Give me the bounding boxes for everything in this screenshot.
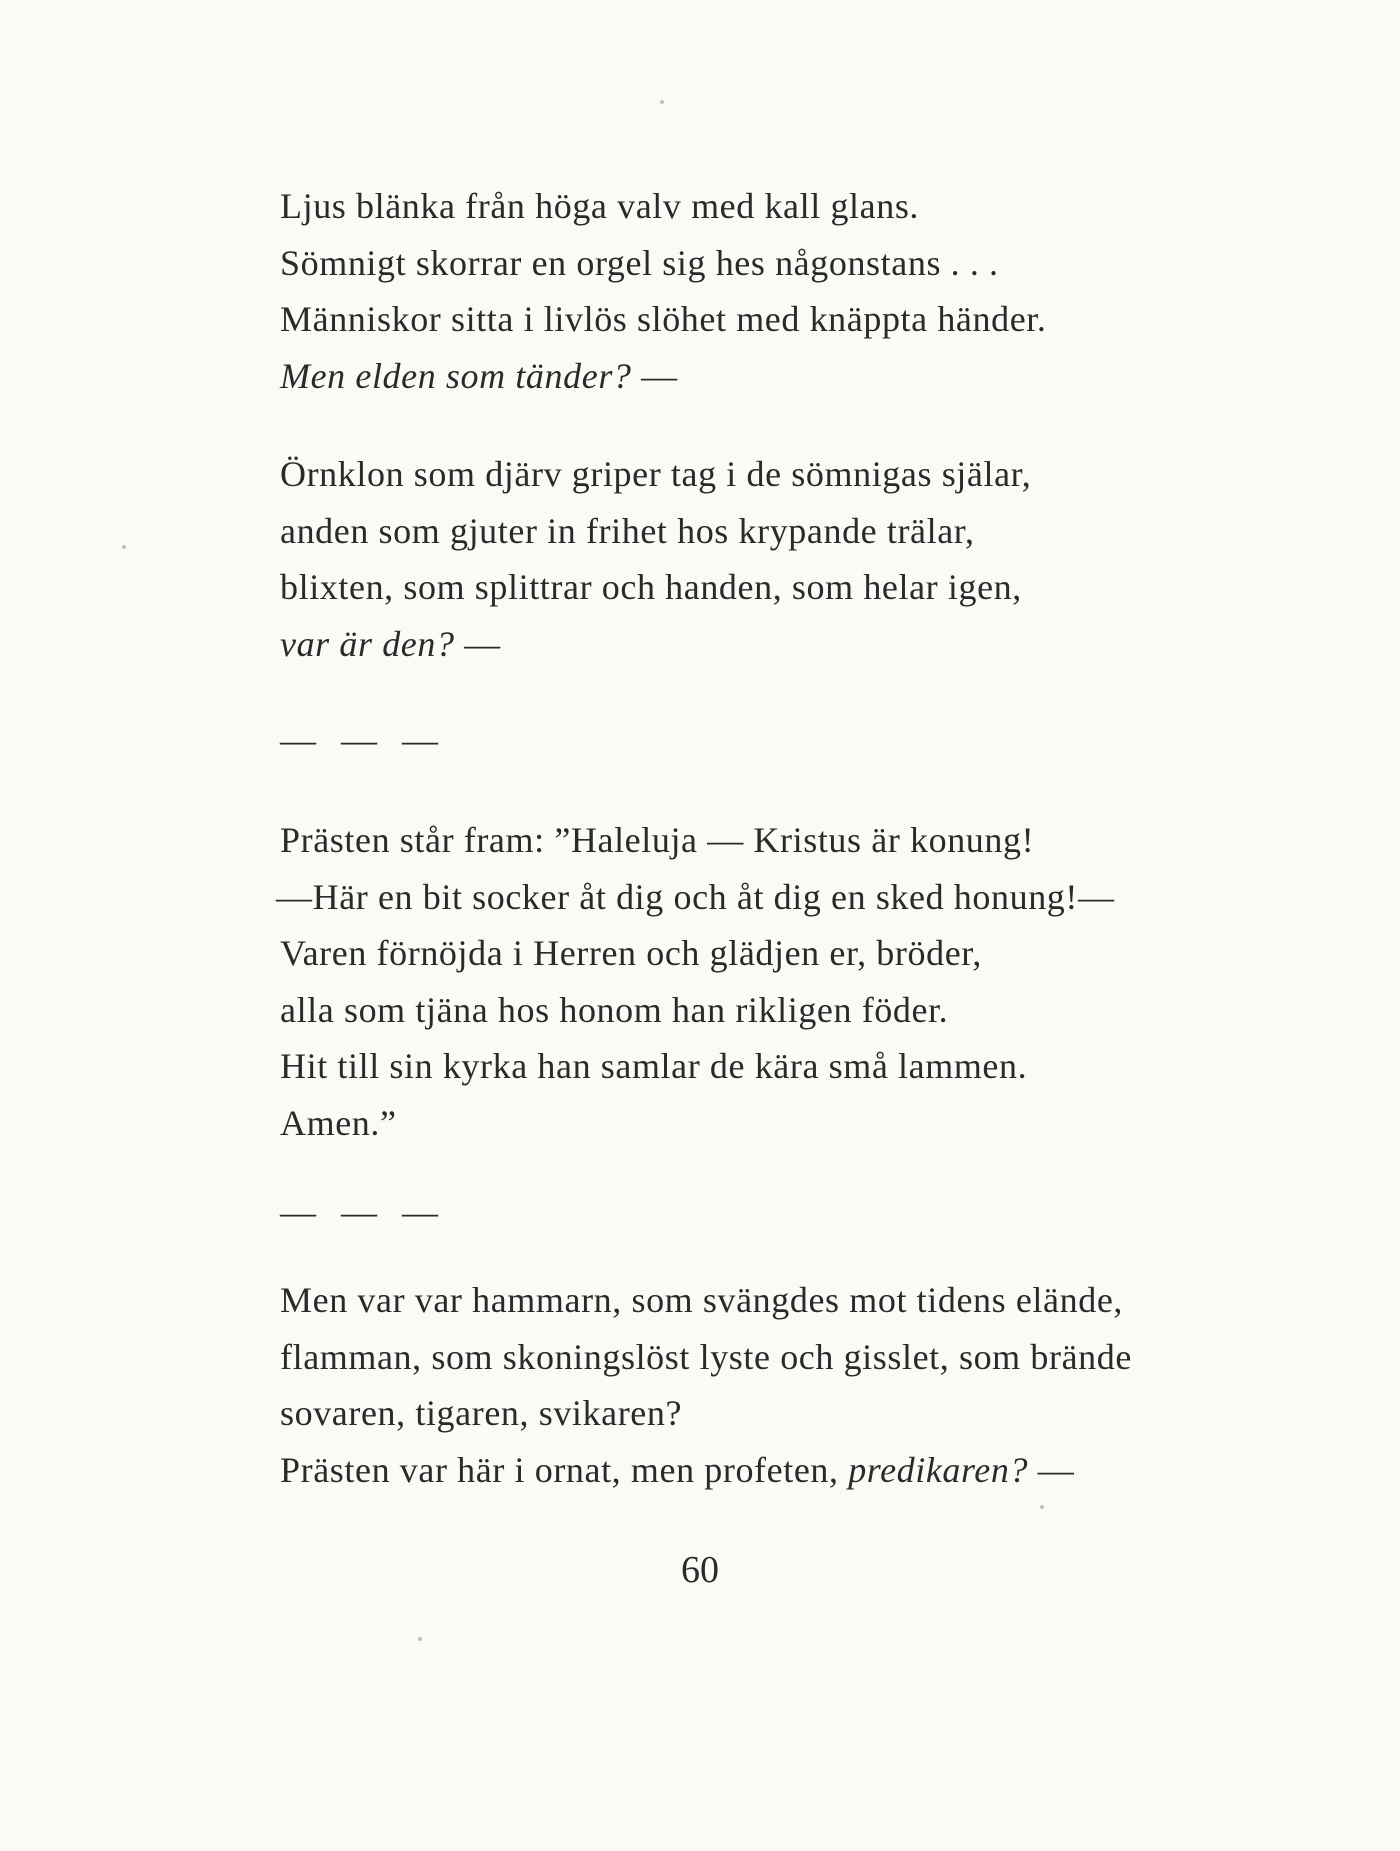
verse-text: Ljus blänka från höga valv med kall glans. bbox=[280, 186, 920, 226]
section-separator: — — — bbox=[280, 1192, 446, 1232]
verse-text: Människor sitta i livlös slöhet med knäppta händer. bbox=[280, 299, 1047, 339]
verse-text: Men var var hammarn, som svängdes mot tidens elände, bbox=[280, 1280, 1123, 1320]
verse-text: blixten, som splittrar och handen, som helar igen, bbox=[280, 567, 1022, 607]
verse-text: Hit till sin kyrka han samlar de kära små lammen. bbox=[280, 1046, 1028, 1086]
verse-italic-text: var är den? bbox=[280, 623, 455, 664]
verse-dash: — bbox=[454, 623, 501, 664]
verse-text: Varen förnöjda i Herren och glädjen er, bröder, bbox=[280, 933, 983, 973]
verse-line bbox=[280, 503, 1240, 560]
verse-line bbox=[280, 1272, 1240, 1329]
verse-line bbox=[280, 1385, 1240, 1442]
verse-text: Prästen står fram: ”Haleluja — Kristus är konung! bbox=[280, 820, 1035, 860]
verse-text: —Här en bit socker åt dig och åt dig en sked honung!— bbox=[276, 876, 1115, 917]
verse-text: Amen.” bbox=[280, 1102, 397, 1143]
verse-text: Sömnigt skorrar en orgel sig hes någonstans . . . bbox=[280, 242, 999, 283]
verse-line bbox=[280, 812, 1240, 869]
verse-text: anden som gjuter in frihet hos krypande trälar, bbox=[280, 510, 975, 551]
paper-speck bbox=[660, 100, 664, 104]
verse-dash: — bbox=[631, 355, 678, 396]
verse-line bbox=[276, 869, 1240, 926]
verse-text: Prästen var här i ornat, men profeten, bbox=[280, 1449, 849, 1490]
verse-line bbox=[280, 348, 1240, 405]
verse-line bbox=[280, 1095, 1240, 1152]
verse-line bbox=[280, 616, 1240, 673]
verse-line bbox=[280, 178, 1240, 235]
verse-line bbox=[280, 925, 1240, 982]
paper-speck bbox=[418, 1637, 422, 1641]
verse-text: alla som tjäna hos honom han rikligen föder. bbox=[280, 989, 949, 1030]
verse-text: sovaren, tigaren, svikaren? bbox=[280, 1393, 683, 1433]
stanza-1 bbox=[280, 178, 1240, 404]
verse-italic-text: Men elden som tänder? bbox=[280, 355, 632, 396]
verse-line bbox=[280, 1329, 1240, 1386]
verse-line bbox=[280, 1442, 1240, 1499]
paper-speck bbox=[1040, 1505, 1044, 1509]
verse-text: flamman, som skoningslöst lyste och gisslet, som brände bbox=[280, 1336, 1132, 1377]
verse-line bbox=[280, 1038, 1240, 1095]
stanza-3 bbox=[276, 812, 1240, 1151]
stanza-4 bbox=[280, 1272, 1240, 1498]
verse-italic-text: predikaren? bbox=[848, 1449, 1029, 1490]
verse-line bbox=[280, 235, 1240, 292]
paper-speck bbox=[122, 545, 126, 549]
verse-text: Örnklon som djärv griper tag i de sömnigas själar, bbox=[280, 454, 1032, 494]
verse-line bbox=[280, 291, 1240, 348]
verse-line bbox=[280, 559, 1240, 616]
verse-line bbox=[280, 982, 1240, 1039]
verse-line bbox=[280, 446, 1240, 503]
page-number: 60 bbox=[681, 1549, 719, 1591]
verse-dash: — bbox=[1028, 1449, 1075, 1490]
stanza-2 bbox=[280, 446, 1240, 672]
section-separator: — — — bbox=[280, 720, 446, 760]
